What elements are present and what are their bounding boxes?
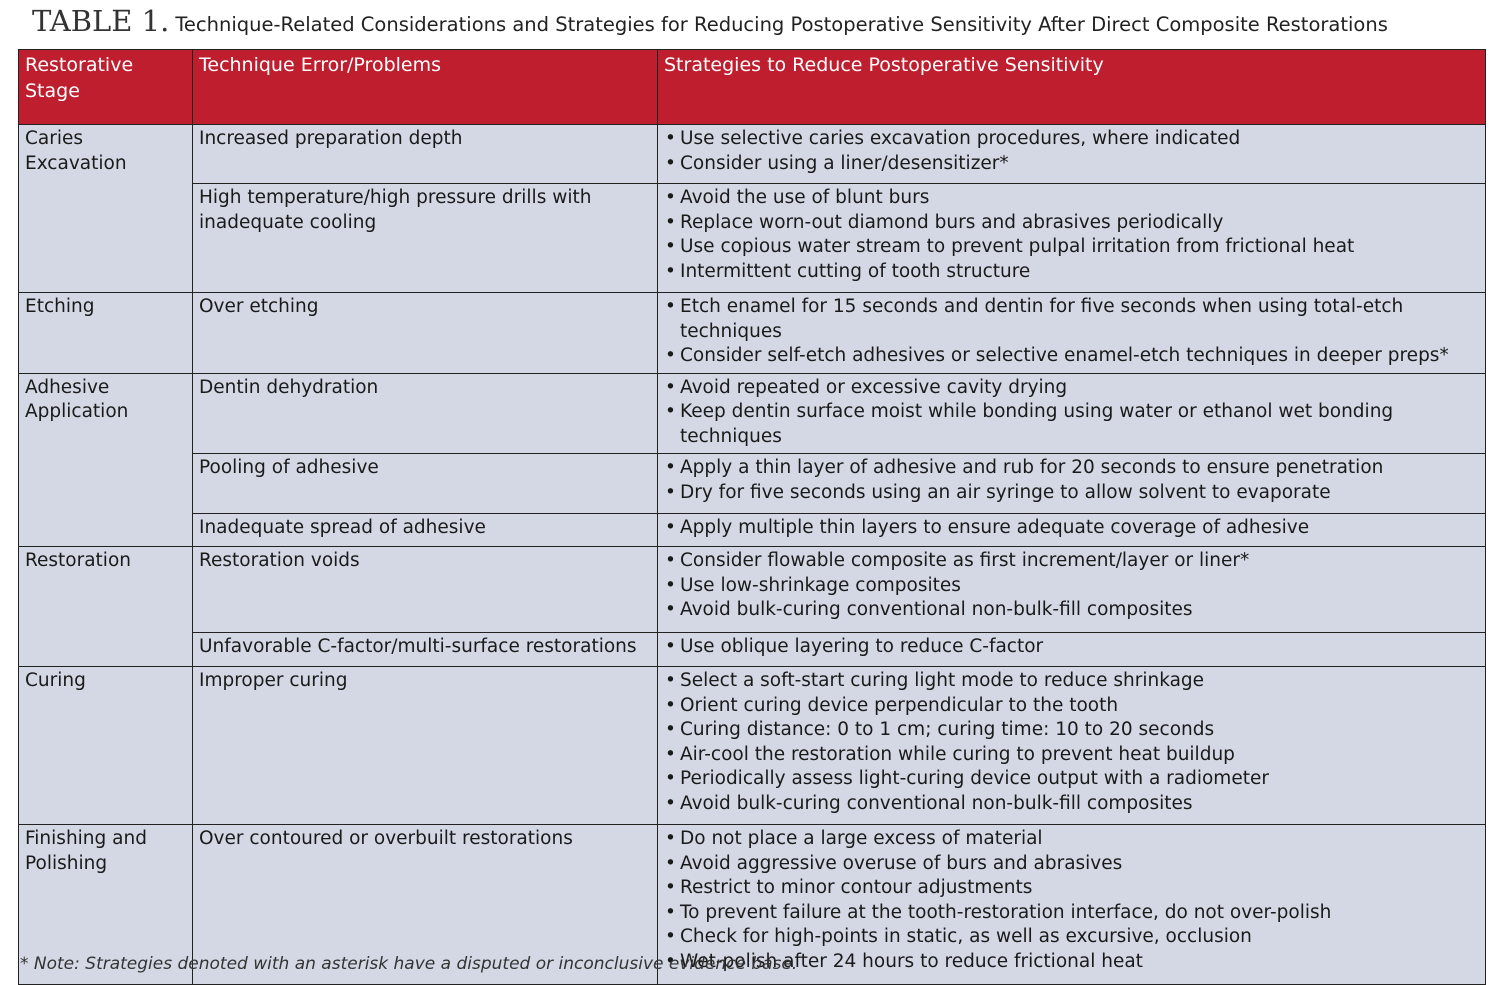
strategy-item: • Consider using a liner/desensitizer* — [664, 152, 1479, 177]
strategy-item: • Wet-polish after 24 hours to reduce frictional heat — [664, 950, 1479, 975]
strategy-item: • Apply multiple thin layers to ensure adequate coverage of adhesive — [664, 516, 1479, 541]
strategy-list — [664, 376, 1479, 450]
strategies-cell — [658, 373, 1486, 454]
strategy-item: • Replace worn-out diamond burs and abrasives periodically — [664, 211, 1479, 236]
stage-cell: Caries Excavation — [19, 125, 193, 293]
table-row — [19, 293, 1486, 374]
problem-cell: Restoration voids — [193, 547, 658, 633]
stage-cell: Finishing and Polishing — [19, 825, 193, 985]
strategy-item: • Use oblique layering to reduce C-factor — [664, 635, 1479, 660]
table-caption: Technique-Related Considerations and Strategies for Reducing Postoperative Sensitivity After Direct Composite Restorations — [175, 13, 1388, 36]
strategy-item: • Orient curing device perpendicular to the tooth — [664, 694, 1479, 719]
strategies-cell — [658, 454, 1486, 514]
strategy-list — [664, 295, 1479, 369]
strategy-item: • Use selective caries excavation procedures, where indicated — [664, 127, 1479, 152]
strategy-item: • Etch enamel for 15 seconds and dentin for five seconds when using total-etch techniques — [664, 295, 1479, 344]
strategy-item: • Do not place a large excess of material — [664, 827, 1479, 852]
table-label: TABLE 1. — [32, 4, 170, 38]
problem-cell: Inadequate spread of adhesive — [193, 514, 658, 547]
stage-cell: Curing — [19, 667, 193, 825]
strategies-cell — [658, 184, 1486, 293]
strategies-cell — [658, 633, 1486, 667]
table-row — [19, 454, 1486, 514]
strategy-list — [664, 186, 1479, 284]
strategy-list — [664, 827, 1479, 974]
strategy-item: • Air-cool the restoration while curing to prevent heat buildup — [664, 743, 1479, 768]
strategy-item: • Periodically assess light-curing device output with a radiometer — [664, 767, 1479, 792]
strategy-item: • Avoid repeated or excessive cavity drying — [664, 376, 1479, 401]
strategy-item: • Consider flowable composite as first increment/layer or liner* — [664, 549, 1479, 574]
table-row — [19, 633, 1486, 667]
problem-cell: Unfavorable C-factor/multi-surface restorations — [193, 633, 658, 667]
strategy-item: • Avoid aggressive overuse of burs and abrasives — [664, 852, 1479, 877]
stage-cell: Restoration — [19, 547, 193, 667]
strategy-item: • Intermittent cutting of tooth structure — [664, 260, 1479, 285]
strategy-list — [664, 635, 1479, 660]
table-row — [19, 547, 1486, 633]
strategy-item: • Avoid bulk-curing conventional non-bulk-fill composites — [664, 598, 1479, 623]
table-row — [19, 184, 1486, 293]
strategy-item: • Restrict to minor contour adjustments — [664, 876, 1479, 901]
table-row — [19, 125, 1486, 184]
footnote: * Note: Strategies denoted with an asterisk have a disputed or inconclusive evidence base. — [20, 954, 798, 974]
table-row — [19, 373, 1486, 454]
strategy-item: • Consider self-etch adhesives or selective enamel-etch techniques in deeper preps* — [664, 344, 1479, 369]
strategies-cell — [658, 293, 1486, 374]
strategy-item: • Select a soft-start curing light mode to reduce shrinkage — [664, 669, 1479, 694]
strategy-item: • Avoid bulk-curing conventional non-bulk-fill composites — [664, 792, 1479, 817]
strategy-list — [664, 516, 1479, 541]
strategies-cell — [658, 667, 1486, 825]
problem-cell: Dentin dehydration — [193, 373, 658, 454]
strategies-table — [18, 49, 1486, 985]
strategy-list — [664, 549, 1479, 623]
strategy-list — [664, 127, 1479, 176]
strategies-cell — [658, 125, 1486, 184]
problem-cell: Improper curing — [193, 667, 658, 825]
strategies-cell — [658, 547, 1486, 633]
strategy-list — [664, 456, 1479, 505]
strategy-item: • Dry for five seconds using an air syringe to allow solvent to evaporate — [664, 481, 1479, 506]
table-row — [19, 514, 1486, 547]
stage-cell: Adhesive Application — [19, 373, 193, 547]
strategy-item: • Curing distance: 0 to 1 cm; curing time: 10 to 20 seconds — [664, 718, 1479, 743]
strategies-cell — [658, 514, 1486, 547]
table-title — [32, 4, 1492, 44]
strategy-item: • Use low-shrinkage composites — [664, 574, 1479, 599]
table-body — [19, 125, 1486, 985]
header-row — [19, 50, 1486, 125]
problem-cell: Pooling of adhesive — [193, 454, 658, 514]
stage-cell: Etching — [19, 293, 193, 374]
strategy-item: • Keep dentin surface moist while bonding using water or ethanol wet bonding techniques — [664, 400, 1479, 449]
table-row — [19, 667, 1486, 825]
strategy-item: • To prevent failure at the tooth-restoration interface, do not over-polish — [664, 901, 1479, 926]
strategy-item: • Use copious water stream to prevent pulpal irritation from frictional heat — [664, 235, 1479, 260]
strategy-item: • Avoid the use of blunt burs — [664, 186, 1479, 211]
strategy-item: • Check for high-points in static, as well as excursive, occlusion — [664, 925, 1479, 950]
problem-cell: High temperature/high pressure drills with inadequate cooling — [193, 184, 658, 293]
column-header: Restorative Stage — [19, 50, 193, 125]
column-header: Strategies to Reduce Postoperative Sensitivity — [658, 50, 1486, 125]
problem-cell: Over contoured or overbuilt restorations — [193, 825, 658, 985]
strategy-list — [664, 669, 1479, 816]
problem-cell: Increased preparation depth — [193, 125, 658, 184]
strategy-item: • Apply a thin layer of adhesive and rub for 20 seconds to ensure penetration — [664, 456, 1479, 481]
column-header: Technique Error/Problems — [193, 50, 658, 125]
problem-cell: Over etching — [193, 293, 658, 374]
